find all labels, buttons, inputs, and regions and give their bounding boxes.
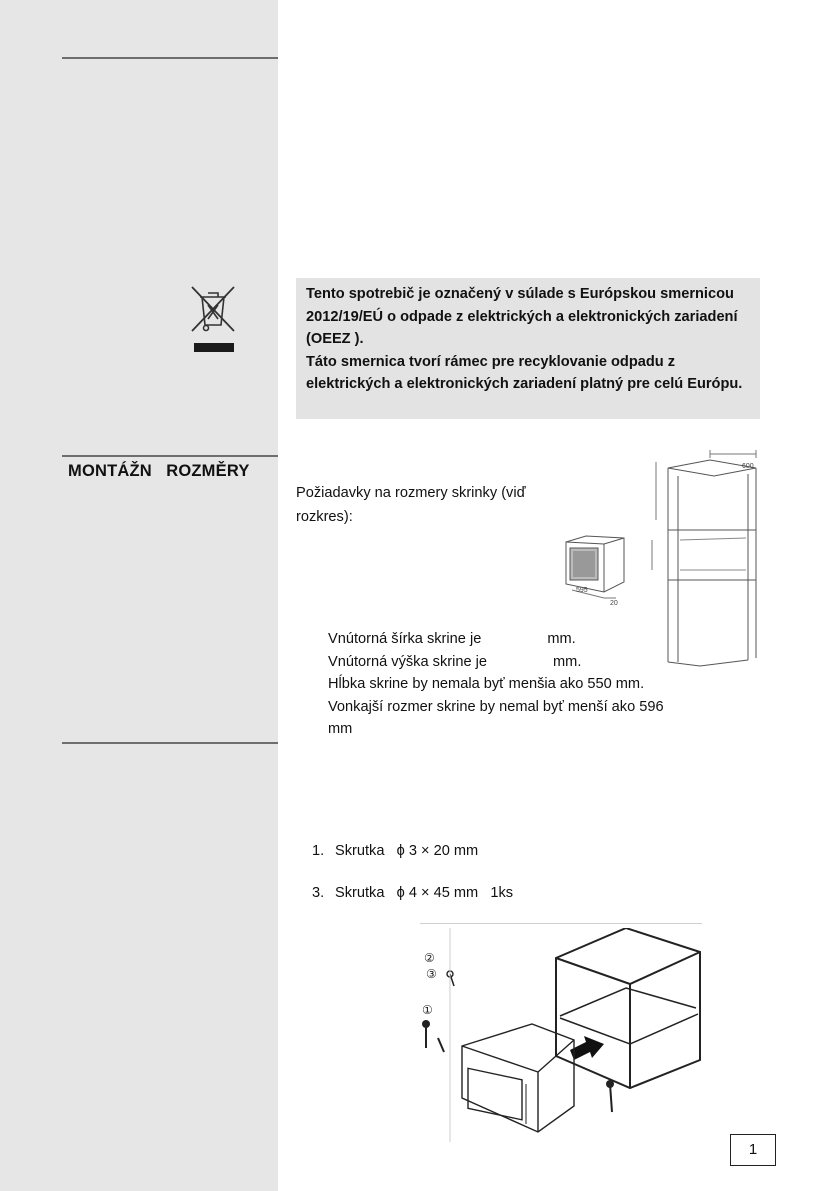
callout-3: ③ xyxy=(426,967,437,981)
sidebar-rule-bottom xyxy=(62,742,278,744)
sidebar-margin xyxy=(0,0,278,1191)
outer-dimension-line: Vonkajší rozmer skrine by nemal byť menší ako 596 mm xyxy=(328,698,664,737)
depth-line: Hĺbka skrine by nemala byť menšia ako 550 mm. xyxy=(328,676,645,692)
page-number: 1 xyxy=(730,1134,776,1166)
cabinet-dimensions-list xyxy=(328,628,708,741)
notice-paragraph-1: Tento spotrebič je označený v súlade s Európskou smernicou 2012/19/EÚ o odpade z elektrických a elektronických zariadení (OEEZ ). xyxy=(306,286,738,347)
cabinet-requirements-intro: Požiadavky na rozmery skrinky (viď rozkres): xyxy=(296,485,526,525)
screw-item: 3. Skrutka ϕ 4 × 45 mm 1ks xyxy=(312,885,514,901)
dim-label-600: 600 xyxy=(742,463,754,470)
inner-width-line: Vnútorná šírka skrine je mm. xyxy=(328,631,576,647)
crossed-out-wheelie-bin-icon xyxy=(188,283,238,355)
notice-paragraph-2: Táto smernica tvorí rámec pre recyklovanie odpadu z elektrických a elektronických zariadení platný pre celú Európu. xyxy=(306,353,743,392)
callout-1: ① xyxy=(422,1003,433,1017)
dim-label-20: 20 xyxy=(610,600,618,607)
section-title: MONTÁŽN ROZMĚRY xyxy=(68,462,250,480)
dim-label-595: 595 xyxy=(576,587,588,594)
inner-height-line: Vnútorná výška skrine je mm. xyxy=(328,653,582,670)
screw-item: 1. Skrutka ϕ 3 × 20 mm xyxy=(312,843,479,859)
figure-rule xyxy=(420,923,702,924)
installation-figure xyxy=(410,928,710,1142)
weee-notice xyxy=(296,278,760,419)
callout-2: ② xyxy=(424,951,435,965)
sidebar-rule-middle xyxy=(62,455,278,457)
sidebar-rule-top xyxy=(62,57,278,59)
